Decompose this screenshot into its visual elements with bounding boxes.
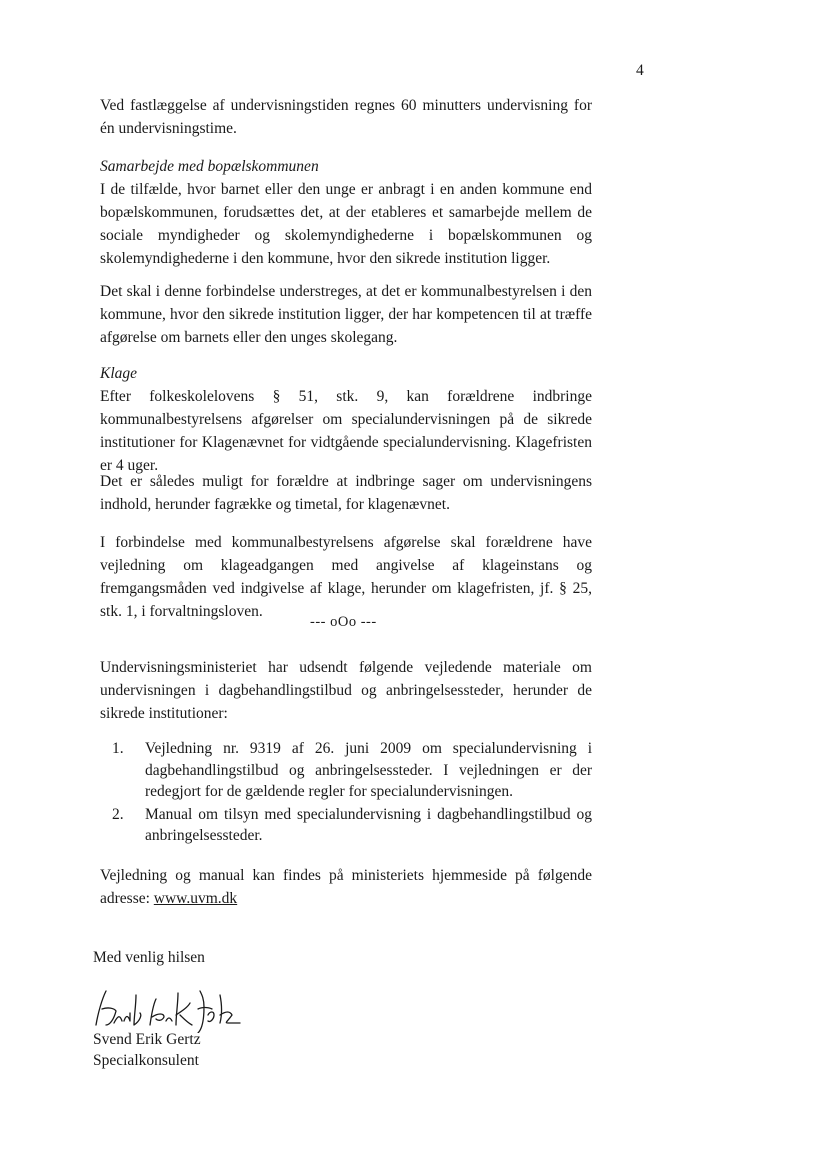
list-item-text: Manual om tilsyn med specialundervisning i dagbehandlingstilbud og anbringelsessteder.: [145, 805, 592, 844]
paragraph-cooperation: [100, 155, 592, 270]
closing-greeting: Med venlig hilsen: [93, 949, 205, 966]
paragraph-guidance: I forbindelse med kommunalbestyrelsens afgørelse skal forældrene have vejledning om klageadgangen med angivelse af klageinstans og fremgangsmåden ved indgivelse af klage, herunder om klagefristen, jf. § 25, stk. 1, i forvaltningsloven.: [100, 534, 592, 620]
website-text: Vejledning og manual kan findes på ministeriets hjemmeside på følgende adresse:: [100, 867, 592, 907]
paragraph-lesson-time: Ved fastlæggelse af undervisningstiden regnes 60 minutters undervisning for én undervisningstime.: [100, 97, 592, 137]
section-separator: --- oOo ---: [310, 614, 377, 630]
list-item-text: Vejledning nr. 9319 af 26. juni 2009 om specialundervisning i dagbehandlingstilbud og anbringelsessteder. I vejledningen er der redegjort for de gældende regler for specialundervisningen.: [145, 740, 592, 800]
website-link[interactable]: www.uvm.dk: [153, 890, 238, 907]
cooperation-text: I de tilfælde, hvor barnet eller den unge er anbragt i en anden kommune end bopælskommunen, forudsættes det, at der etableres et samarbejde mellem de sociale myndigheder og skolemyndighederne i bopælskommunen og skolemyndighederne i den kommune, hvor den sikrede institution ligger.: [100, 181, 592, 267]
list-item: [112, 738, 592, 803]
list-item: [112, 804, 592, 847]
signatory-title: Specialkonsulent: [93, 1052, 199, 1069]
heading-cooperation: Samarbejde med bopælskommunen: [100, 158, 319, 175]
complaint-text: Efter folkeskolelovens § 51, stk. 9, kan forældrene indbringe kommunalbestyrelsens afgørelser om specialundervisningen på de sikrede institutioner for Klagenævnet for vidtgående specialundervisning. Klagefristen er 4 uger.: [100, 388, 592, 474]
paragraph-complaint-content: Det er således muligt for forældre at indbringe sager om undervisningens indhold, herunder fagrække og timetal, for klagenævnet.: [100, 473, 592, 513]
page-number: 4: [636, 62, 644, 79]
heading-complaint: Klage: [100, 365, 138, 382]
paragraph-material-intro: Undervisningsministeriet har udsendt følgende vejledende materiale om undervisningen i dagbehandlingstilbud og anbringelsessteder, herunder de sikrede institutioner:: [100, 659, 592, 722]
handwritten-signature: [84, 985, 244, 1033]
signatory-name: Svend Erik Gertz: [93, 1031, 201, 1048]
paragraph-website: [100, 864, 592, 910]
paragraph-competence: Det skal i denne forbindelse understreges, at det er kommunalbestyrelsen i den kommune, hvor den sikrede institution ligger, der har kompetencen til at træffe afgørelse om barnets eller den unges skolegang.: [100, 283, 592, 346]
list-item-number: 2.: [112, 805, 124, 823]
paragraph-complaint: [100, 362, 592, 477]
list-item-number: 1.: [112, 740, 124, 757]
materials-list: [112, 738, 592, 848]
